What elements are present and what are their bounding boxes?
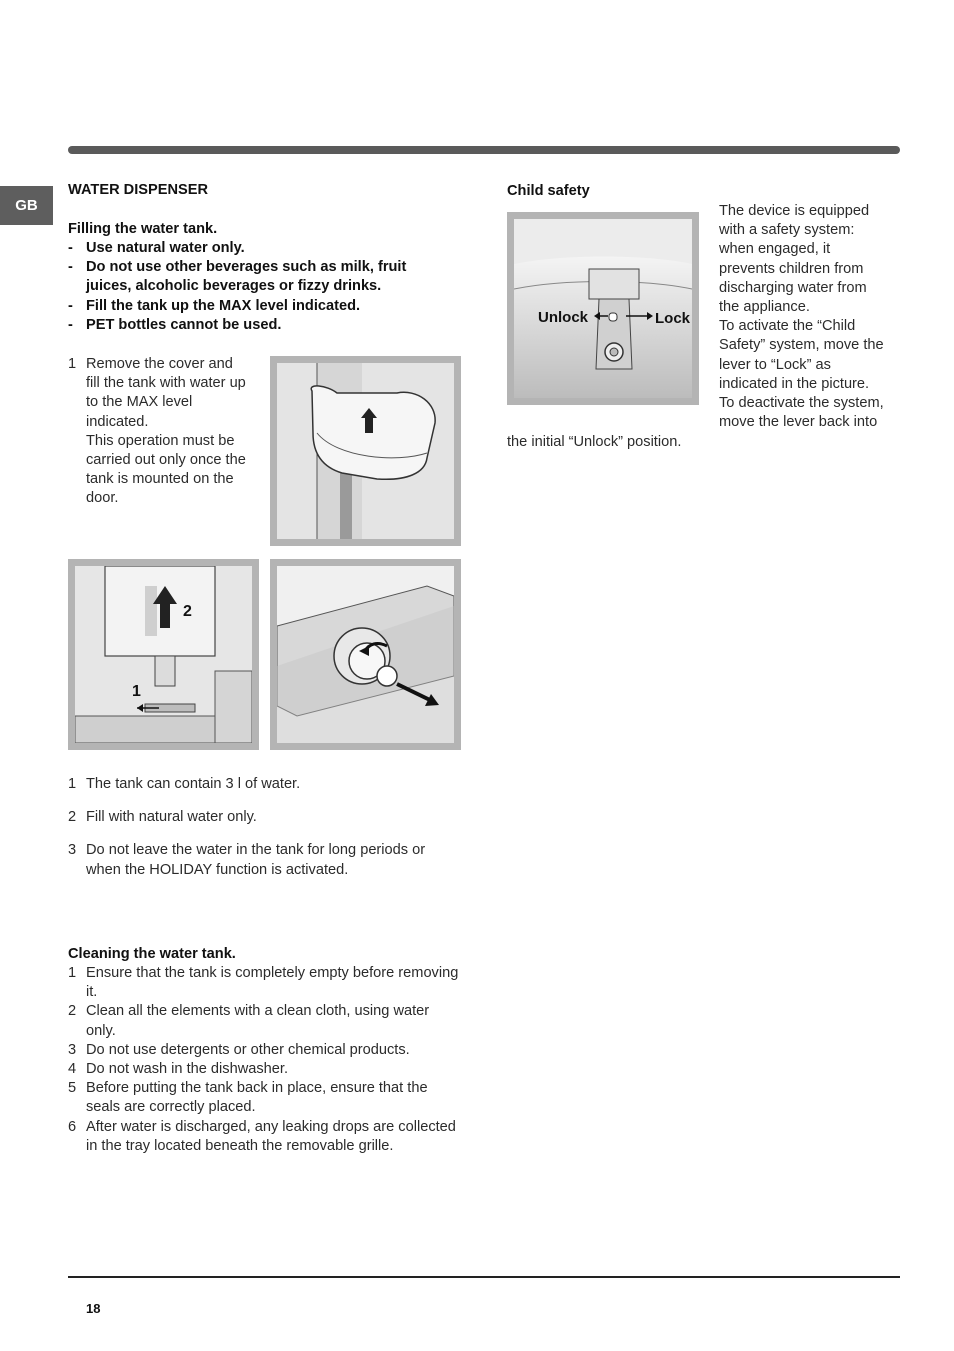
figure-label-1: 1 — [132, 683, 141, 700]
list-item: 3 Do not use detergents or other chemical products. — [68, 1041, 410, 1058]
list-item: 1 Ensure that the tank is completely empty before removing it. — [68, 965, 459, 1001]
tank-notes — [68, 775, 460, 880]
text-line: when engaged, it — [719, 241, 831, 258]
child-safety-figure — [507, 212, 699, 405]
list-item: - Fill the tank up the MAX level indicated. — [68, 297, 438, 316]
section-title: WATER DISPENSER — [68, 182, 209, 198]
tank-door-figure — [270, 356, 461, 546]
text-line: To deactivate the system, — [719, 395, 884, 412]
list-item: - PET bottles cannot be used. — [68, 316, 438, 335]
list-item: 5 Before putting the tank back in place, ensure that the seals are correctly placed. — [68, 1080, 428, 1116]
cleaning-title: Cleaning the water tank. — [68, 946, 236, 962]
text-line: with a safety system: — [719, 222, 855, 239]
text-line: Safety” system, move the — [719, 337, 884, 354]
language-tab: GB — [0, 186, 53, 225]
cleaning-steps — [68, 964, 460, 1156]
list-item: 1 The tank can contain 3 l of water. — [68, 776, 301, 792]
child-safety-text — [719, 202, 919, 432]
step-1 — [68, 355, 250, 509]
step-text: Remove the cover and fill the tank with water up to the MAX level indicated. — [86, 356, 246, 430]
unlock-label: Unlock — [538, 309, 589, 326]
list-item: - Do not use other beverages such as milk, fruit juices, alcoholic beverages or fizzy drinks. — [68, 258, 438, 296]
text-line: indicated in the picture. — [719, 375, 870, 392]
list-item: 2 Fill with natural water only. — [68, 809, 257, 826]
step-text-2: This operation must be carried out only once the tank is mounted on the door. — [86, 432, 246, 507]
valve-figure — [270, 559, 461, 750]
list-item: 6 After water is discharged, any leaking drops are collected in the tray located beneath the removable grille. — [68, 1118, 456, 1154]
header-rule — [68, 146, 900, 154]
figure-label-2: 2 — [183, 603, 192, 620]
text-line: the appliance. — [719, 299, 810, 316]
list-item: 3 Do not leave the water in the tank for long periods or when the HOLIDAY function is activated. — [68, 842, 426, 878]
text-line: prevents children from — [719, 260, 864, 277]
list-item: 4 Do not wash in the dishwasher. — [68, 1061, 288, 1078]
filling-bullets — [68, 239, 438, 335]
page-number: 18 — [86, 1301, 101, 1316]
child-safety-title: Child safety — [507, 183, 590, 199]
lock-label: Lock — [655, 310, 691, 327]
list-item: - Use natural water only. — [68, 239, 438, 258]
text-line: discharging water from — [719, 279, 867, 296]
footer-rule — [68, 1276, 900, 1278]
tank-removal-figure — [68, 559, 259, 750]
step-number: 1 — [68, 356, 77, 372]
text-line: To activate the “Child — [719, 318, 856, 335]
text-line: The device is equipped — [719, 203, 870, 219]
text-line: lever to “Lock” as — [719, 356, 831, 373]
filling-title: Filling the water tank. — [68, 221, 218, 237]
child-safety-last-line: the initial “Unlock” position. — [507, 434, 682, 450]
list-item: 2 Clean all the elements with a clean cloth, using water only. — [68, 1003, 430, 1039]
text-line: move the lever back into — [719, 414, 878, 431]
